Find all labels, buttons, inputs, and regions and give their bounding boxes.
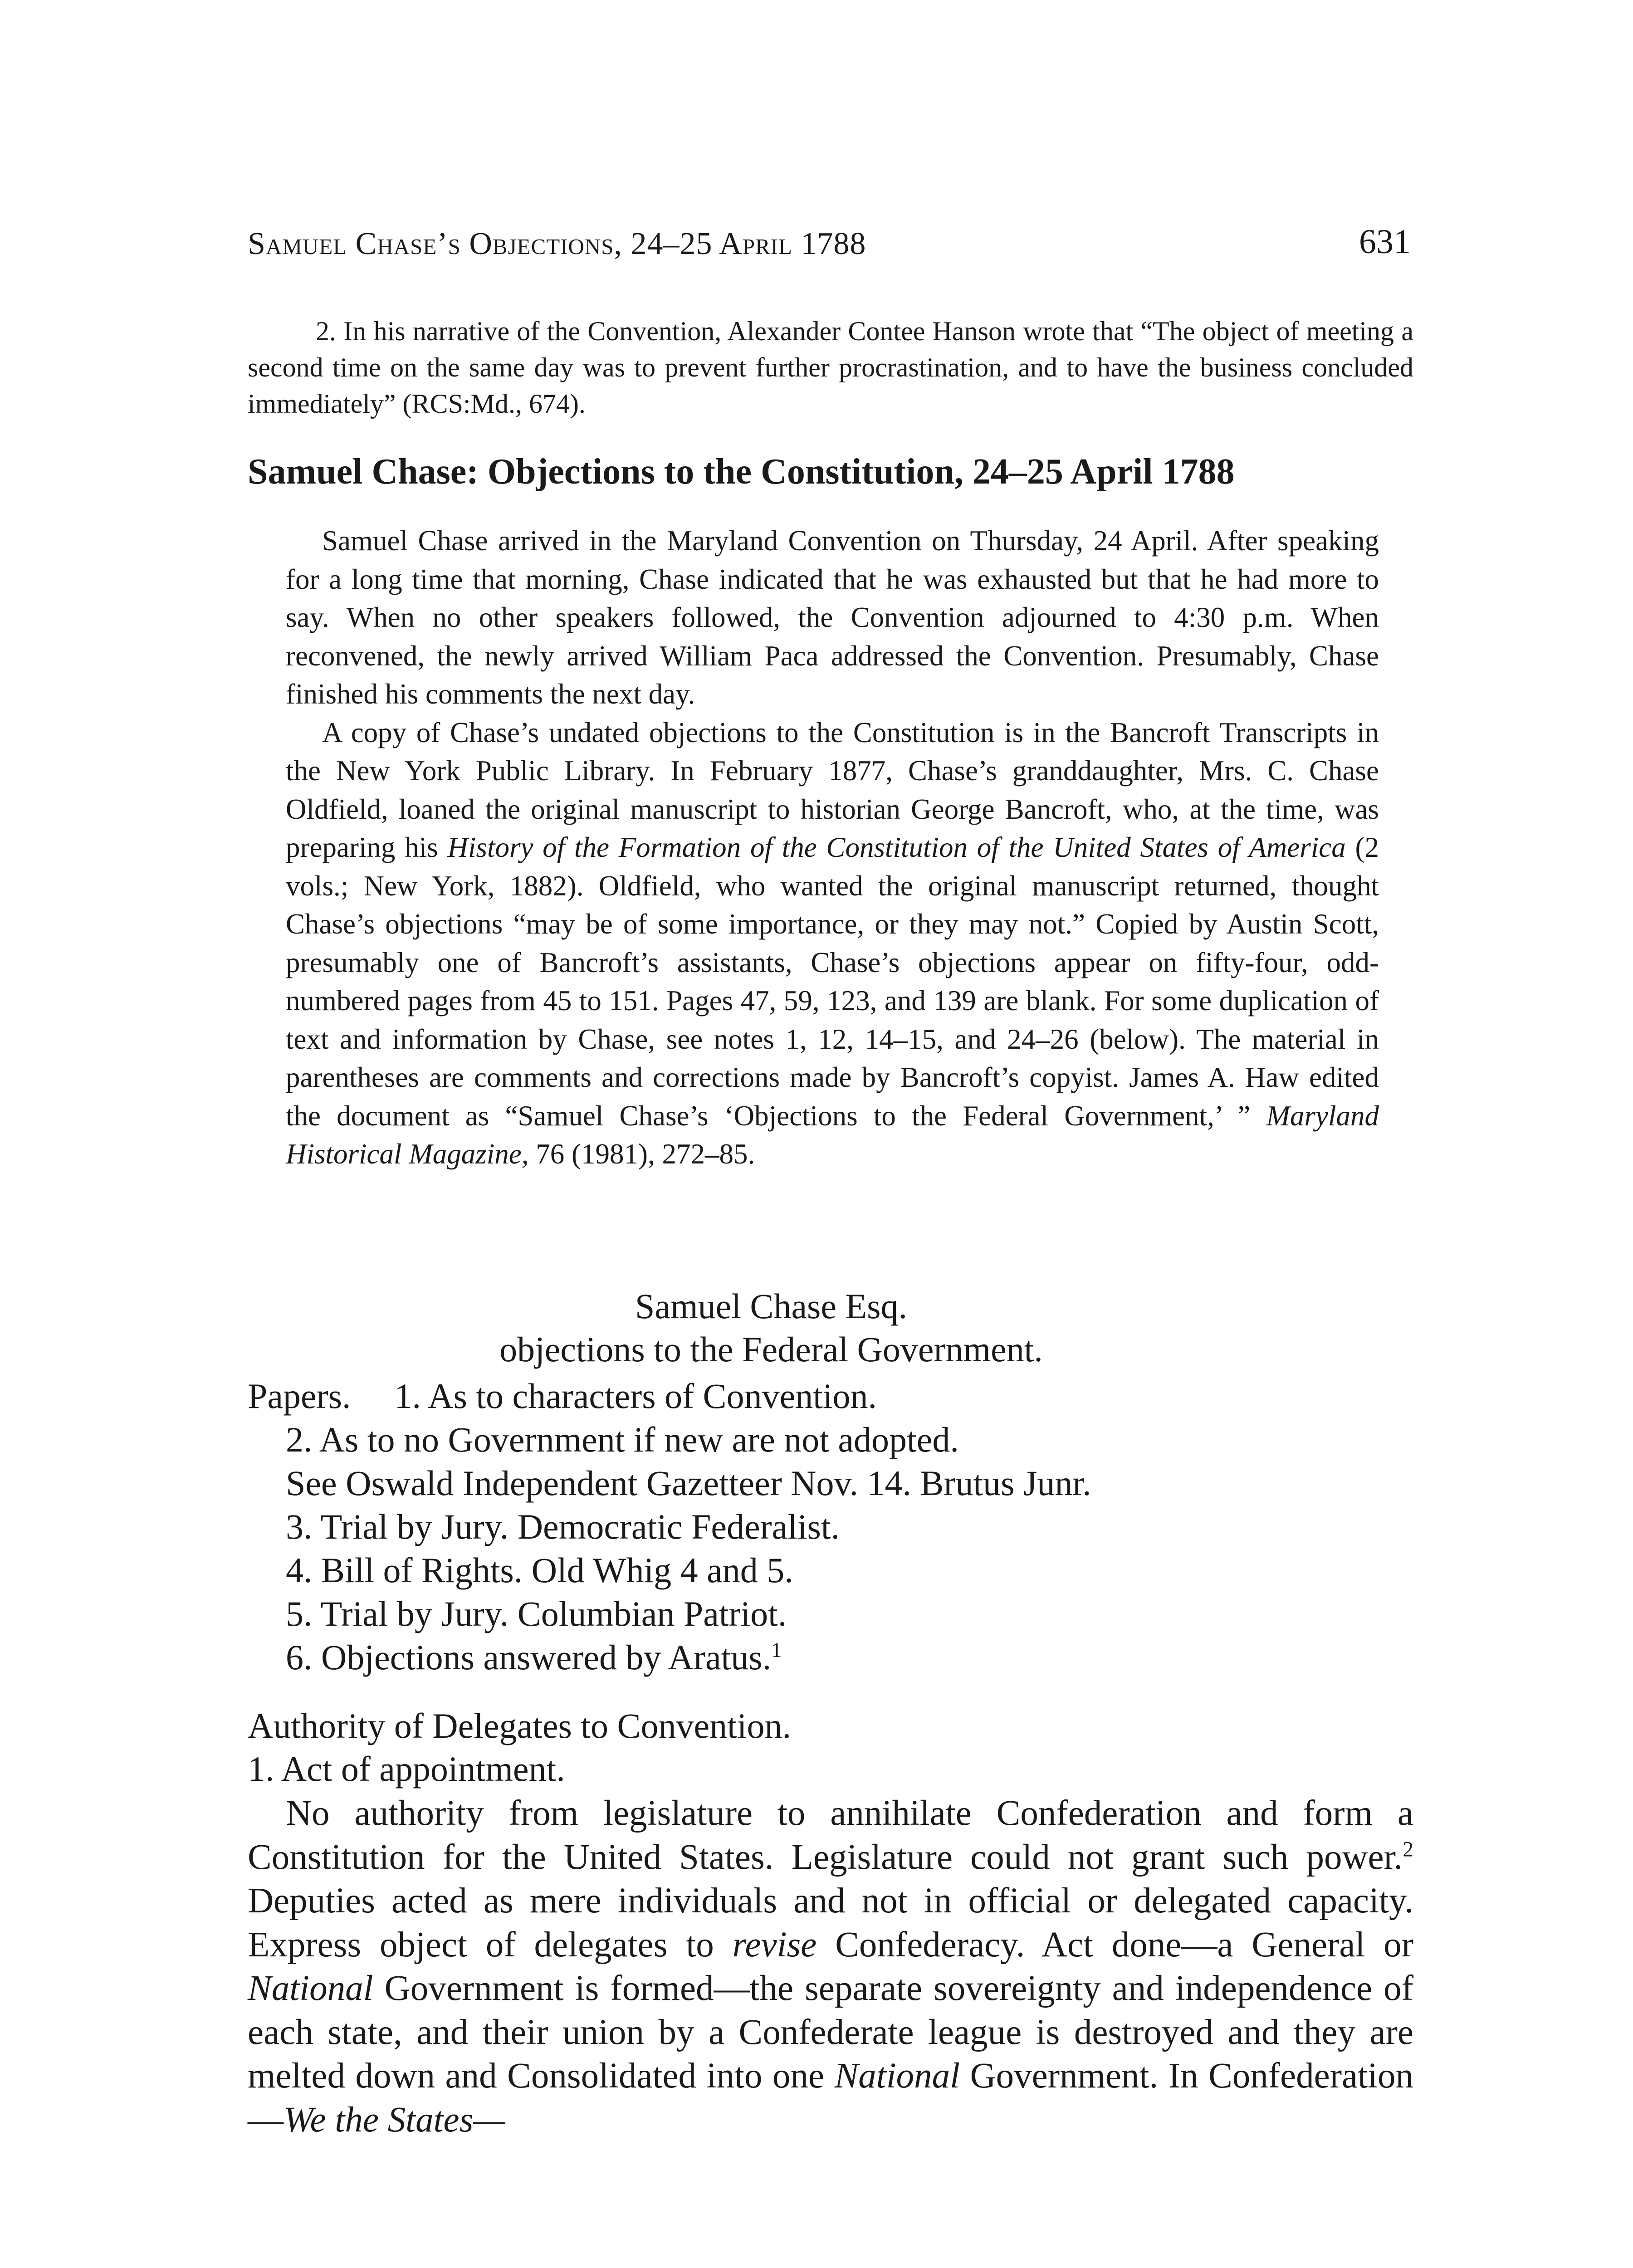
document-title-line-2: objections to the Federal Government. bbox=[499, 1330, 1043, 1369]
footnote-2: 2. In his narrative of the Convention, Alexander Contee Hanson wrote that “The object of meeting a second time on the same day was to prevent further procrastination, and to have the business concluded immediately” (RCS:Md., 674). bbox=[248, 316, 1413, 419]
running-head bbox=[248, 223, 1411, 276]
authority-subheading: 1. Act of appointment. bbox=[248, 1749, 565, 1789]
list-item: 3. Trial by Jury. Democratic Federalist. bbox=[286, 1507, 840, 1546]
list-item: See Oswald Independent Gazetteer Nov. 14. Brutus Junr. bbox=[286, 1463, 1091, 1503]
document-title-line-1: Samuel Chase Esq. bbox=[635, 1286, 908, 1326]
document-body-paragraph: No authority from legislature to annihilate Confederation and form a Constitution for the United States. Legislature could not grant such power.$^2$ Deputies acted as mere individuals and not in official or delegated capacity. Express object of delegates to revise Confederacy. Act done—a General or National Government is formed—the separate sovereignty and independence of each state, and their union by a Confederate league is destroyed and they are melted down and Consolidated into one National Government. In Confederation—We the States— bbox=[248, 1794, 1414, 2140]
list-item: 6. Objections answered by Aratus.$^1$ bbox=[286, 1637, 782, 1677]
page-number: 631 bbox=[1359, 223, 1411, 261]
list-item: Papers. 1. As to characters of Convention. bbox=[248, 1376, 877, 1416]
list-item: 4. Bill of Rights. Old Whig 4 and 5. bbox=[286, 1550, 793, 1590]
running-head-title: Samuel Chase’s Objections, 24–25 April 1788 bbox=[248, 226, 866, 261]
book-title: History of the Formation of the Constitution of the United States of America bbox=[447, 831, 1346, 863]
footnote-ref-1: 1 bbox=[771, 1638, 782, 1662]
list-item: 2. As to no Government if new are not adopted. bbox=[286, 1420, 959, 1459]
list-item: 5. Trial by Jury. Columbian Patriot. bbox=[286, 1594, 787, 1633]
intro-paragraph-2: A copy of Chase’s undated objections to the Constitution is in the Bancroft Transcripts in the New York Public Library. In February 1877, Chase’s granddaughter, Mrs. C. Chase Oldfield, loaned the original manuscript to historian George Bancroft, who, at the time, was preparing his History of the Formation of the Constitution of the United States of America (2 vols.; New York, 1882). Oldfield, who wanted the original manuscript returned, thought Chase’s objections “may be of some importance, or they may not.” Copied by Austin Scott, presumably one of Bancroft’s assistants, Chase’s objections appear on fifty-four, odd-numbered pages from 45 to 151. Pages 47, 59, 123, and 139 are blank. For some duplication of text and information by Chase, see notes 1, 12, 14–15, and 24–26 (below). The material in parentheses are comments and corrections made by Bancroft’s copyist. James A. Haw edited the document as “Samuel Chase’s ‘Objections to the Federal Government,’ ” Maryland Historical Magazine, 76 (1981), 272–85. bbox=[286, 716, 1379, 1170]
papers-list bbox=[248, 1374, 1427, 1679]
footnote-ref-2: 2 bbox=[1403, 1838, 1413, 1862]
editorial-introduction bbox=[286, 522, 1379, 1173]
intro-paragraph-1: Samuel Chase arrived in the Maryland Convention on Thursday, 24 April. After speaking for a long time that morning, Chase indicated that he was exhausted but that he had more to say. When no other speakers followed, the Convention adjourned to 4:30 p.m. When reconvened, the newly arrived William Paca addressed the Convention. Presumably, Chase finished his comments the next day. bbox=[286, 525, 1379, 710]
papers-label: Papers. bbox=[248, 1376, 351, 1416]
section-heading: Samuel Chase: Objections to the Constitution, 24–25 April 1788 bbox=[248, 452, 1235, 492]
journal-title: Maryland Historical Magazine, bbox=[286, 1100, 1379, 1170]
authority-heading: Authority of Delegates to Convention. bbox=[248, 1706, 791, 1745]
